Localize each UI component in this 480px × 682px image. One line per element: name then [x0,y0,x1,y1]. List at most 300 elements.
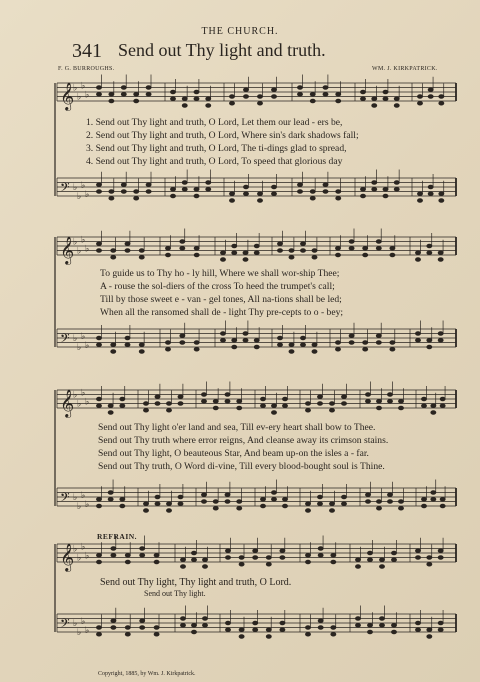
note-head [154,560,159,564]
note-head [143,408,148,412]
note-head [427,345,432,349]
note-head [438,332,443,336]
note-head [108,411,113,415]
flat-sign: ♭ [81,616,86,627]
note-head [421,404,426,408]
bass-clef: 𝄢 [60,331,70,349]
note-head [225,500,230,504]
note-head [271,491,276,495]
note-head [323,86,328,90]
note-head [139,249,144,253]
note-head [166,408,171,412]
note-head [355,617,360,621]
note-head [220,338,225,342]
note-head [96,560,101,564]
note-head [300,336,305,340]
note-head [178,395,183,399]
note-head [297,183,302,187]
note-head [206,181,211,185]
note-head [297,86,302,90]
note-head [109,92,114,96]
note-head [109,196,114,200]
note-head [125,632,130,636]
note-head [438,621,443,625]
flat-sign: ♭ [85,397,90,408]
note-head [367,630,372,634]
note-head [191,558,196,562]
note-head [341,402,346,406]
flat-sign: ♭ [81,542,86,553]
note-head [202,617,207,621]
note-head [243,251,248,255]
note-head [376,500,381,504]
note-head [312,343,317,347]
flat-sign: ♭ [77,628,82,638]
flat-sign: ♭ [73,183,78,193]
flat-sign: ♭ [85,499,90,510]
verse-1-line-2: To guide us to Thy ho - ly hill, Where we shall wor-ship Thee; [100,268,340,279]
note-head [220,258,225,262]
note-head [96,190,101,194]
note-head [341,395,346,399]
note-head [111,255,116,259]
note-head [341,495,346,499]
note-head [271,185,276,189]
flat-sign: ♭ [77,246,82,257]
note-head [134,190,139,194]
note-head [323,92,328,96]
note-head [108,497,113,501]
note-head [225,393,230,397]
note-head [318,553,323,557]
note-head [96,404,101,408]
note-head [277,242,282,246]
note-head [329,502,334,506]
note-head [260,397,265,401]
note-head [317,402,322,406]
note-head [213,506,218,510]
note-head [428,185,433,189]
note-head [96,92,101,96]
note-head [121,183,126,187]
note-head [225,621,230,625]
note-head [421,497,426,501]
note-head [239,562,244,566]
note-head [257,101,262,105]
flat-sign: ♭ [77,553,82,564]
note-head [305,402,310,406]
treble-clef: 𝄞 [60,543,75,571]
note-head [155,395,160,399]
note-head [165,347,170,351]
note-head [376,406,381,410]
note-head [111,343,116,347]
note-head [331,560,336,564]
note-head [355,558,360,562]
verse-3-line-2: Till by those sweet e - van - gel tones, All na-tions shall be led; [100,294,342,305]
note-head [194,341,199,345]
note-head [154,632,159,636]
flat-sign: ♭ [81,388,86,399]
note-head [239,628,244,632]
flat-sign: ♭ [81,490,86,501]
note-head [310,196,315,200]
flat-sign: ♭ [73,619,78,629]
refrain-label: REFRAIN. [97,532,138,541]
note-head [225,549,230,553]
note-head [266,556,271,560]
note-head [415,556,420,560]
note-head [140,626,145,630]
note-head [140,547,145,551]
note-head [237,506,242,510]
note-head [331,626,336,630]
note-head [225,493,230,497]
note-head [111,626,116,630]
note-head [329,402,334,406]
note-head [360,187,365,191]
note-head [225,399,230,403]
note-head [280,628,285,632]
note-head [143,402,148,406]
note-head [143,509,148,513]
note-head [125,553,130,557]
note-head [121,92,126,96]
treble-clef: 𝄞 [60,236,75,264]
note-head [438,628,443,632]
note-head [180,246,185,250]
note-head [96,183,101,187]
note-head [379,558,384,562]
note-head [134,92,139,96]
note-head [121,86,126,90]
note-head [194,97,199,101]
note-head [111,547,116,551]
note-head [254,345,259,349]
note-head [289,255,294,259]
note-head [266,635,271,639]
note-head [191,551,196,555]
note-head [341,502,346,506]
note-head [428,95,433,99]
note-head [271,88,276,92]
note-head [170,194,175,198]
hymn-number: 341 [72,40,102,62]
note-head [318,626,323,630]
verse-3-line-3: Send out Thy light, O beauteous Star, And beam up-on the isles a - far. [98,448,369,459]
note-head [317,395,322,399]
note-head [300,343,305,347]
note-head [360,194,365,198]
note-head [387,500,392,504]
note-head [254,338,259,342]
note-head [438,556,443,560]
note-head [194,347,199,351]
note-head [257,192,262,196]
note-head [260,404,265,408]
note-head [394,97,399,101]
note-head [140,553,145,557]
note-head [318,619,323,623]
note-head [266,628,271,632]
note-head [182,181,187,185]
note-head [220,332,225,336]
note-head [155,495,160,499]
note-head [289,249,294,253]
note-head [243,192,248,196]
refrain-lower-text: Send out Thy light. [144,589,206,598]
note-head [170,187,175,191]
note-head [253,621,258,625]
note-head [213,406,218,410]
note-head [331,553,336,557]
note-head [180,617,185,621]
note-head [305,632,310,636]
note-head [165,253,170,257]
note-head [329,408,334,412]
note-head [282,397,287,401]
note-head [297,92,302,96]
note-head [335,341,340,345]
note-head [335,253,340,257]
note-head [390,246,395,250]
note-head [391,558,396,562]
note-head [372,104,377,108]
note-head [336,99,341,103]
note-head [257,199,262,203]
note-head [178,502,183,506]
note-head [391,630,396,634]
note-head [96,343,101,347]
note-head [225,628,230,632]
note-head [372,187,377,191]
note-head [146,190,151,194]
note-head [125,336,130,340]
flat-sign: ♭ [85,90,90,101]
note-head [191,630,196,634]
note-head [125,242,130,246]
composer-credit: WM. J. KIRKPATRICK. [372,66,438,72]
note-head [111,249,116,253]
note-head [427,556,432,560]
note-head [143,502,148,506]
note-head [229,192,234,196]
note-head [440,497,445,501]
note-head [202,565,207,569]
flat-sign: ♭ [77,399,82,410]
note-head [439,199,444,203]
note-head [415,549,420,553]
note-head [109,190,114,194]
note-head [335,347,340,351]
note-head [417,199,422,203]
note-head [421,504,426,508]
author-credit: F. G. BURROUGHS. [58,66,115,72]
flat-sign: ♭ [73,334,78,344]
note-head [394,104,399,108]
note-head [387,493,392,497]
note-head [312,255,317,259]
note-head [243,95,248,99]
note-head [428,192,433,196]
note-head [121,190,126,194]
note-head [379,565,384,569]
note-head [336,92,341,96]
note-head [182,104,187,108]
note-head [125,626,130,630]
flat-sign: ♭ [77,192,82,202]
note-head [367,623,372,627]
note-head [202,623,207,627]
note-head [355,623,360,627]
note-head [206,97,211,101]
note-head [120,497,125,501]
note-head [394,187,399,191]
flat-sign: ♭ [77,343,82,353]
note-head [277,336,282,340]
flat-sign: ♭ [73,493,78,503]
note-head [280,549,285,553]
flat-sign: ♭ [85,340,90,351]
note-head [271,95,276,99]
note-head [379,623,384,627]
note-head [229,199,234,203]
flat-sign: ♭ [81,180,86,191]
note-head [271,411,276,415]
note-head [120,397,125,401]
note-head [180,558,185,562]
note-head [257,95,262,99]
note-head [271,497,276,501]
note-head [280,556,285,560]
note-head [439,101,444,105]
note-head [312,350,317,354]
note-head [254,251,259,255]
note-head [367,558,372,562]
verse-2-line-2: A - rouse the sol-diers of the cross To heed the trumpet's call; [100,281,335,292]
note-head [166,509,171,513]
note-head [365,393,370,397]
note-head [108,404,113,408]
note-head [180,334,185,338]
note-head [363,253,368,257]
note-head [220,251,225,255]
note-head [372,97,377,101]
note-head [253,556,258,560]
note-head [310,92,315,96]
note-head [417,101,422,105]
note-head [96,504,101,508]
note-head [280,621,285,625]
note-head [440,504,445,508]
flat-sign: ♭ [77,92,82,103]
bass-clef: 𝄢 [60,616,70,634]
note-head [427,244,432,248]
note-head [182,97,187,101]
note-head [331,632,336,636]
note-head [206,104,211,108]
note-head [438,338,443,342]
note-head [383,194,388,198]
note-head [376,399,381,403]
note-head [146,92,151,96]
flat-sign: ♭ [73,237,78,248]
note-head [96,397,101,401]
note-head [180,623,185,627]
note-head [415,338,420,342]
note-head [391,551,396,555]
note-head [300,242,305,246]
note-head [349,341,354,345]
note-head [178,495,183,499]
note-head [427,628,432,632]
note-head [96,336,101,340]
flat-sign: ♭ [81,235,86,246]
note-head [146,86,151,90]
note-head [383,187,388,191]
note-head [232,338,237,342]
note-head [180,240,185,244]
note-head [398,399,403,403]
note-head [96,553,101,557]
note-head [96,86,101,90]
note-head [427,338,432,342]
note-head [170,97,175,101]
note-head [427,635,432,639]
note-head [336,190,341,194]
note-head [201,500,206,504]
note-head [431,404,436,408]
note-head [390,253,395,257]
note-head [415,251,420,255]
note-head [355,565,360,569]
note-head [305,626,310,630]
note-head [178,402,183,406]
note-head [349,334,354,338]
note-head [415,332,420,336]
note-head [194,90,199,94]
note-head [260,497,265,501]
note-head [225,556,230,560]
note-head [372,181,377,185]
note-head [111,350,116,354]
note-head [243,332,248,336]
note-head [282,497,287,501]
verse-3-line-1: 3. Send out Thy light and truth, O Lord, The ti-dings glad to spread, [86,143,347,154]
note-head [391,623,396,627]
note-head [376,240,381,244]
verse-2-line-3: Send out Thy truth where error reigns, And cleanse away its crimson stains. [98,435,389,446]
note-head [134,99,139,103]
note-head [387,399,392,403]
note-head [376,506,381,510]
note-head [201,399,206,403]
note-head [305,408,310,412]
note-head [170,90,175,94]
note-head [317,502,322,506]
note-head [243,338,248,342]
note-head [336,196,341,200]
note-head [213,500,218,504]
note-head [365,500,370,504]
flat-sign: ♭ [73,544,78,555]
note-head [155,402,160,406]
note-head [111,619,116,623]
note-head [201,493,206,497]
note-head [229,101,234,105]
note-head [109,99,114,103]
flat-sign: ♭ [73,390,78,401]
